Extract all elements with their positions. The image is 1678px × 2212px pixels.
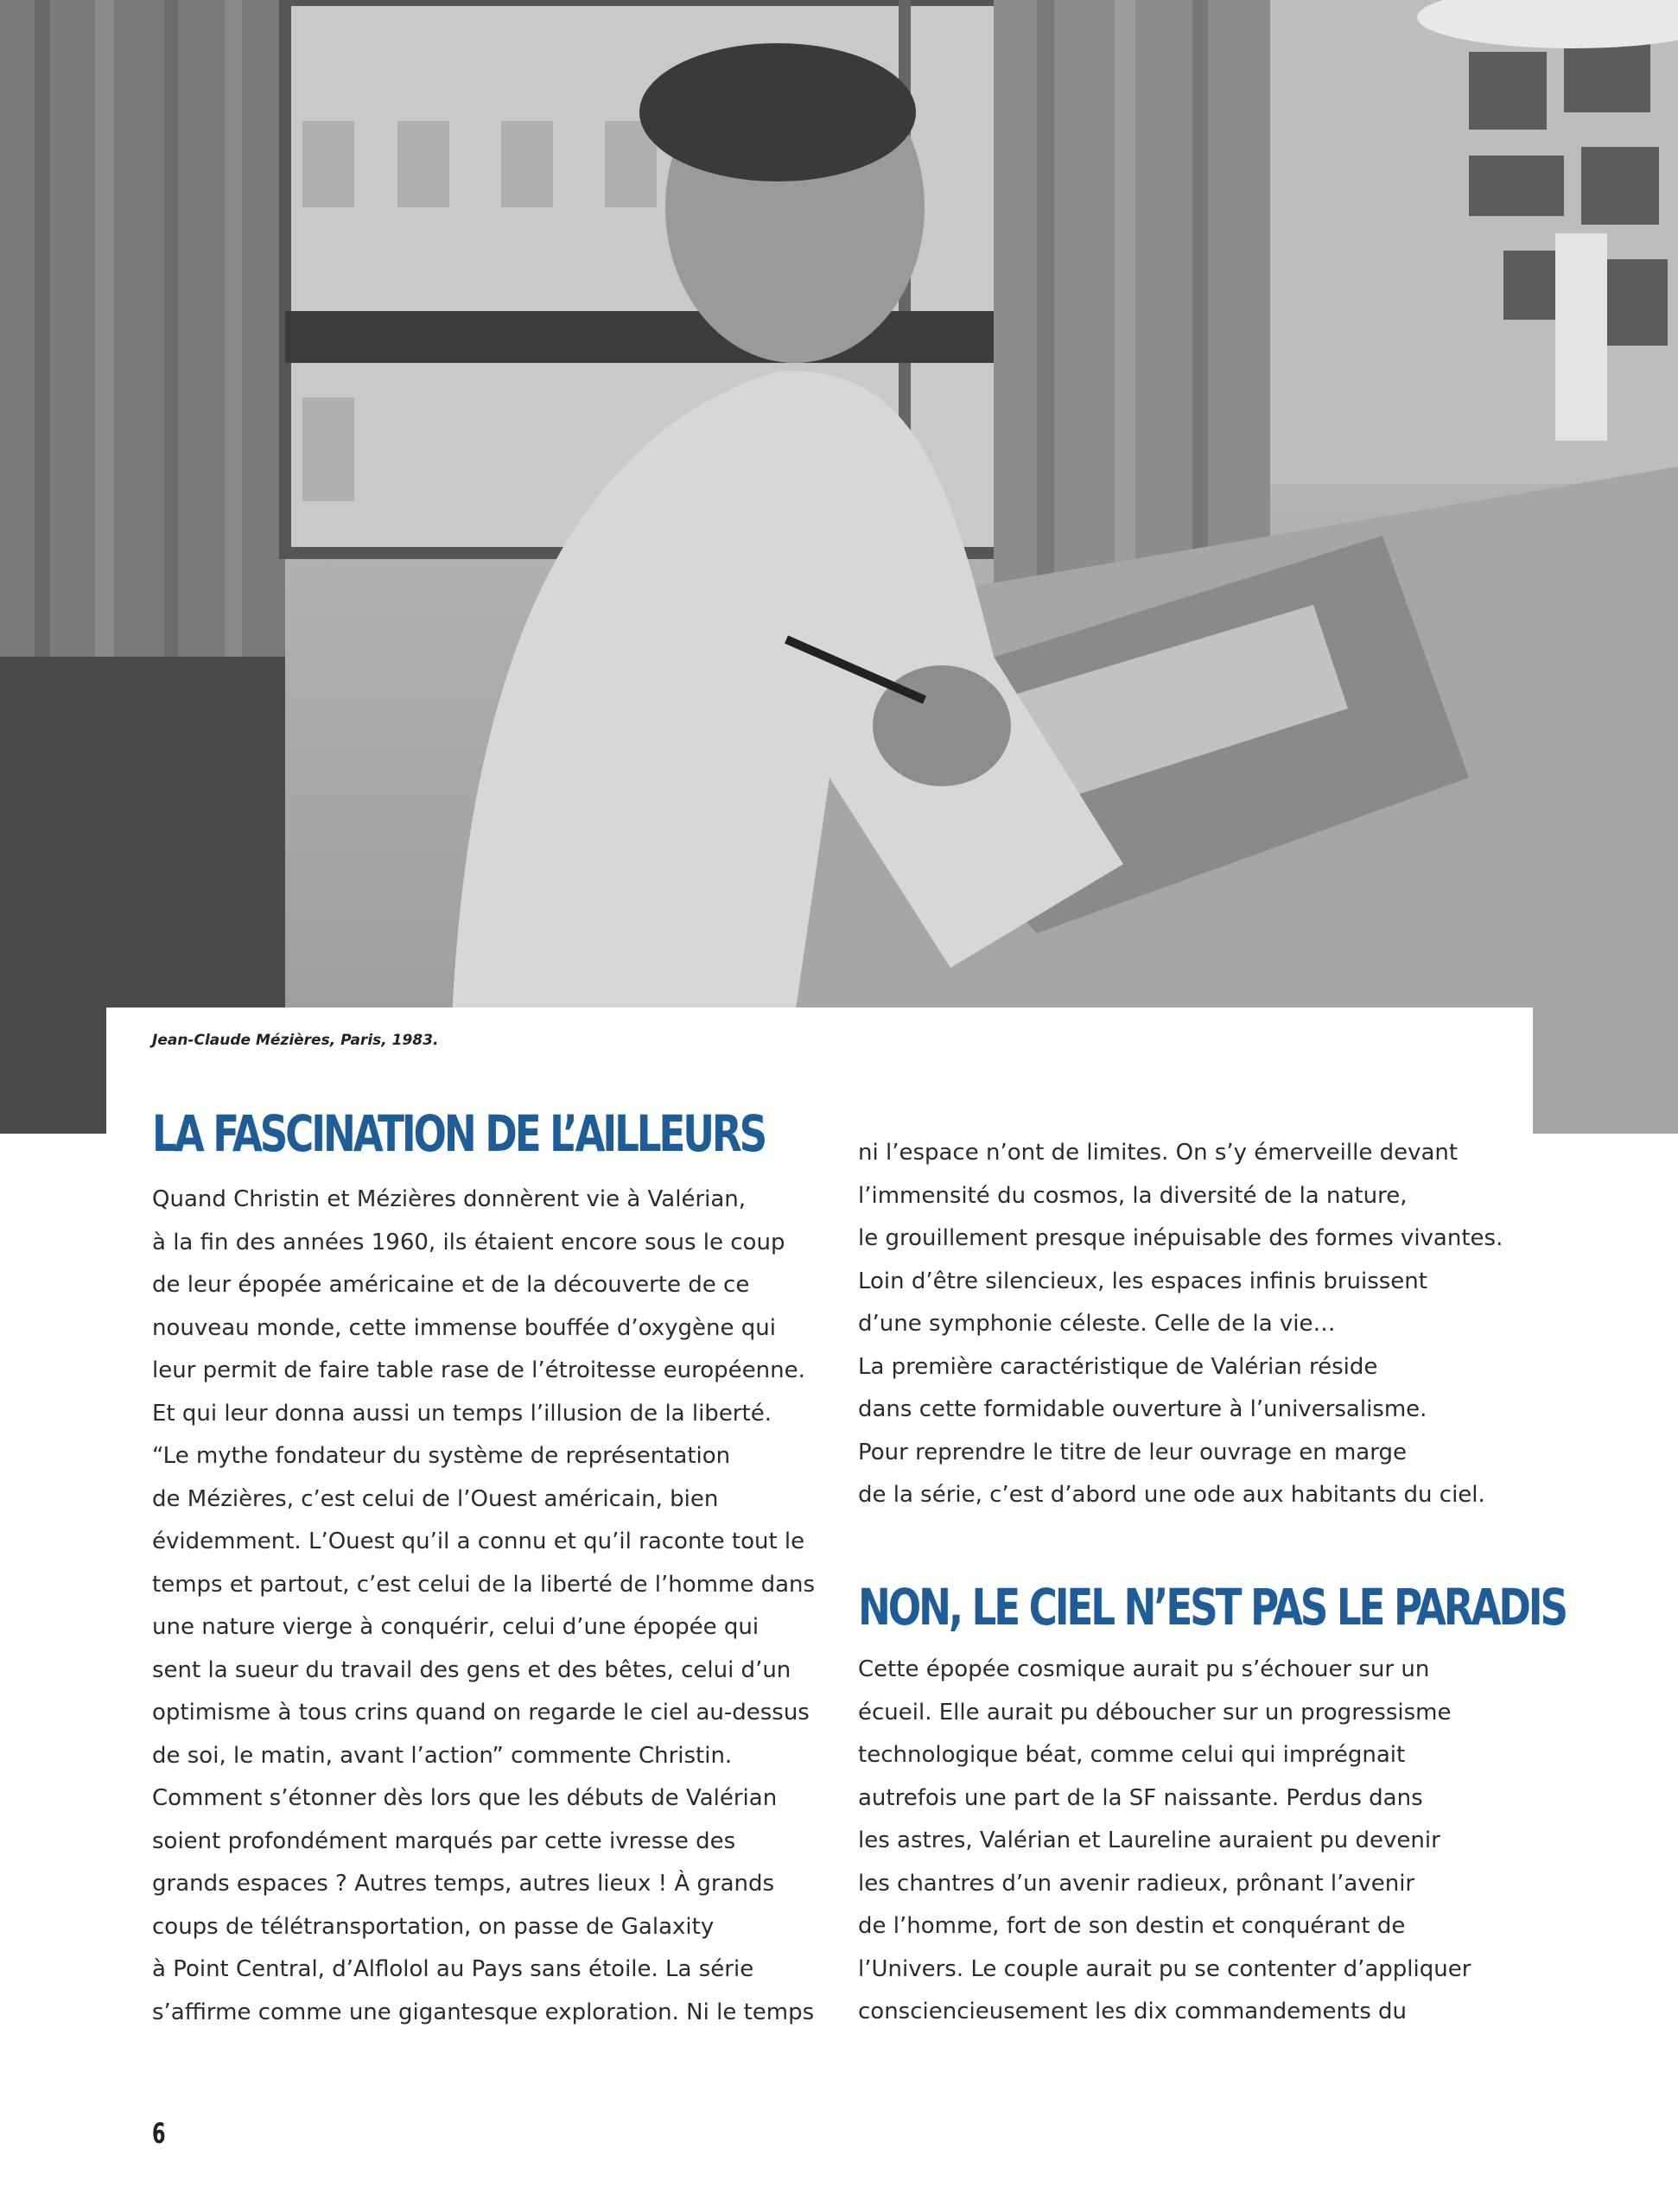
text-line: à Point Central, d’Alflolol au Pays sans étoile. La série xyxy=(152,1956,754,1982)
section1-continuation xyxy=(858,1132,1515,1517)
text-line: autrefois une part de la SF naissante. Perdus dans xyxy=(858,1784,1423,1811)
text-line: à la fin des années 1960, ils étaient encore sous le coup xyxy=(152,1229,785,1255)
text-line: sent la sueur du travail des gens et des bêtes, celui d’un xyxy=(152,1656,791,1683)
text-line: ni l’espace n’ont de limites. On s’y émerveille devant xyxy=(858,1140,1459,1166)
section2-body xyxy=(858,1649,1515,2034)
text-line: optimisme à tous crins quand on regarde le ciel au-dessus xyxy=(152,1700,810,1726)
text-line: temps et partout, c’est celui de la liberté de l’homme dans xyxy=(152,1571,816,1598)
page-number: 6 xyxy=(152,2117,166,2150)
photo-caption: Jean-Claude Mézières, Paris, 1983. xyxy=(152,1032,439,1049)
text-line: Loin d’être silencieux, les espaces infinis bruissent xyxy=(858,1268,1427,1294)
text-line: La première caractéristique de Valérian réside xyxy=(858,1353,1378,1380)
text-line: consciencieusement les dix commandements du xyxy=(858,1999,1407,2024)
text-line: “Le mythe fondateur du système de représentation xyxy=(152,1443,731,1469)
text-line: Pour reprendre le titre de leur ouvrage en marge xyxy=(858,1439,1407,1465)
section1-heading: LA FASCINATION DE L’AILLEURS xyxy=(152,1104,766,1163)
text-line: de soi, le matin, avant l’action” commente Christin. xyxy=(152,1742,733,1769)
text-line: de l’homme, fort de son destin et conquérant de xyxy=(858,1913,1406,1939)
text-line: leur permit de faire table rase de l’étroitesse européenne. xyxy=(152,1357,805,1383)
text-line: de leur épopée américaine et de la découverte de ce xyxy=(152,1272,750,1298)
text-line: grands espaces ? Autres temps, autres lieux ! À grands xyxy=(152,1871,775,1897)
text-line: l’immensité du cosmos, la diversité de la nature, xyxy=(858,1182,1408,1209)
text-line: dans cette formidable ouverture à l’universalisme. xyxy=(858,1396,1427,1422)
text-line: de la série, c’est d’abord une ode aux habitants du ciel. xyxy=(858,1482,1485,1508)
text-line: écueil. Elle aurait pu déboucher sur un progressisme xyxy=(858,1699,1452,1726)
text-line: l’Univers. Le couple aurait pu se contenter d’appliquer xyxy=(858,1955,1471,1982)
text-line: évidemment. L’Ouest qu’il a connu et qu’il raconte tout le xyxy=(152,1529,805,1554)
text-line: coups de télétransportation, on passe de Galaxity xyxy=(152,1913,715,1940)
text-line: nouveau monde, cette immense bouffée d’oxygène qui xyxy=(152,1314,776,1341)
section2-heading: NON, LE CIEL N’EST PAS LE PARADIS xyxy=(858,1578,1566,1637)
text-line: Comment s’étonner dès lors que les débuts de Valérian xyxy=(152,1785,778,1811)
text-line: une nature vierge à conquérir, celui d’une épopée qui xyxy=(152,1614,760,1640)
text-line: technologique béat, comme celui qui imprégnait xyxy=(858,1742,1406,1768)
section1-body xyxy=(152,1179,816,2034)
text-line: Quand Christin et Mézières donnèrent vie à Valérian, xyxy=(152,1186,747,1212)
text-line: d’une symphonie céleste. Celle de la vie… xyxy=(858,1311,1336,1337)
text-line: soient profondément marqués par cette ivresse des xyxy=(152,1827,736,1854)
text-line: les astres, Valérian et Laureline auraient pu devenir xyxy=(858,1827,1440,1853)
text-line: le grouillement presque inépuisable des formes vivantes. xyxy=(858,1225,1503,1251)
text-line: s’affirme comme une gigantesque exploration. Ni le temps xyxy=(152,1999,815,2025)
text-line: Cette épopée cosmique aurait pu s’échouer sur un xyxy=(858,1656,1430,1682)
text-line: de Mézières, c’est celui de l’Ouest américain, bien xyxy=(152,1485,719,1512)
text-line: les chantres d’un avenir radieux, prônant l’avenir xyxy=(858,1870,1415,1897)
text-line: Et qui leur donna aussi un temps l’illusion de la liberté. xyxy=(152,1400,772,1427)
